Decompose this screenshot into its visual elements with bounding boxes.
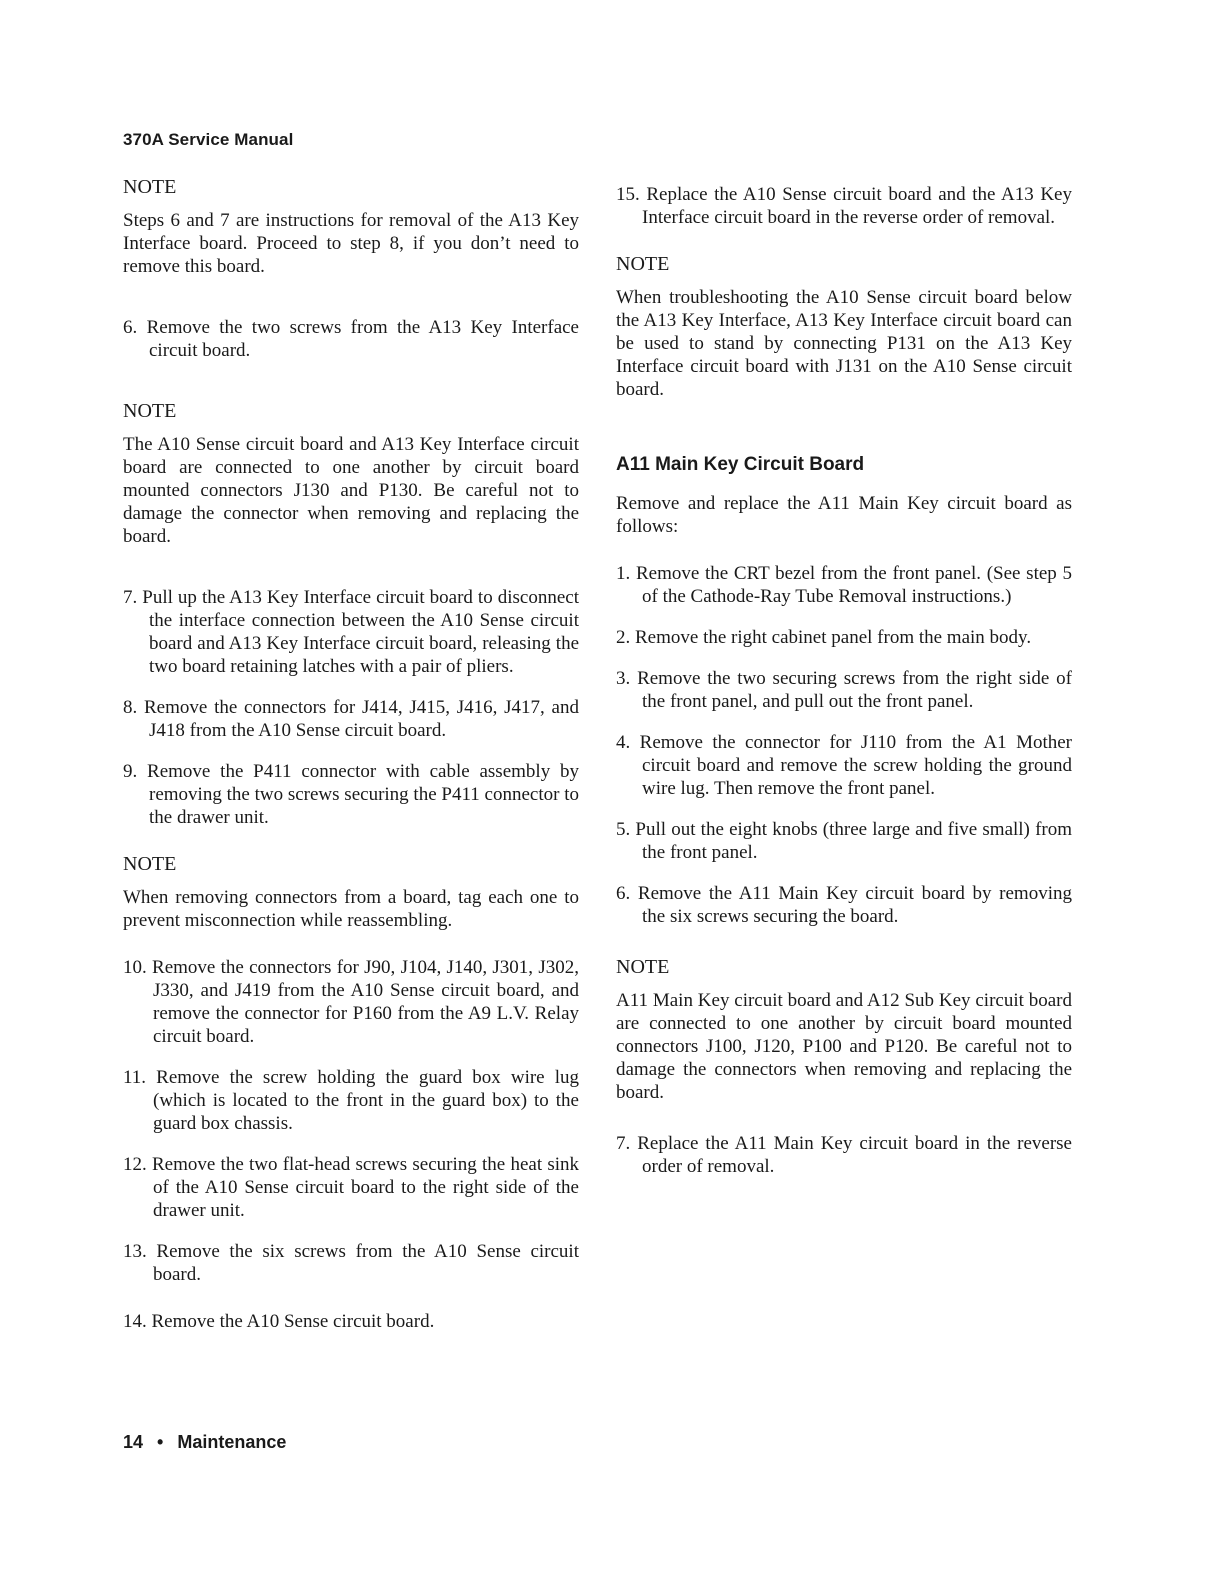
note-label: NOTE — [616, 253, 670, 275]
page-footer — [123, 1432, 286, 1453]
step-1: 1. Remove the CRT bezel from the front panel. (See step 5 of the Cathode-Ray Tube Removal instructions.) — [616, 563, 1072, 607]
step-4: 4. Remove the connector for J110 from the A1 Mother circuit board and remove the screw holding the ground wire lug. Then remove the front panel. — [616, 732, 1072, 799]
page-header: 370A Service Manual — [123, 130, 294, 149]
step-8: 8. Remove the connectors for J414, J415, J416, J417, and J418 from the A10 Sense circuit board. — [123, 697, 579, 741]
step-14: 14. Remove the A10 Sense circuit board. — [123, 1311, 435, 1332]
step-10: 10. Remove the connectors for J90, J104, J140, J301, J302, J330, and J419 from the A10 Sense circuit board, and remove the connector for P160 from the A9 L.V. Relay circuit board. — [123, 957, 579, 1047]
note-label: NOTE — [123, 400, 177, 422]
step-2: 2. Remove the right cabinet panel from the main body. — [616, 627, 1032, 648]
step-7: 7. Replace the A11 Main Key circuit board in the reverse order of removal. — [616, 1133, 1072, 1177]
note-label: NOTE — [616, 956, 670, 978]
step-3: 3. Remove the two securing screws from the right side of the front panel, and pull out the front panel. — [616, 668, 1072, 712]
step-6: 6. Remove the A11 Main Key circuit board by removing the six screws securing the board. — [616, 883, 1072, 927]
step-6: 6. Remove the two screws from the A13 Key Interface circuit board. — [123, 317, 579, 361]
step-12: 12. Remove the two flat-head screws securing the heat sink of the A10 Sense circuit board to the right side of the drawer unit. — [123, 1154, 579, 1221]
footer-bullet: • — [157, 1432, 164, 1452]
section-heading: A11 Main Key Circuit Board — [616, 454, 865, 475]
note-text: When troubleshooting the A10 Sense circuit board below the A13 Key Interface, A13 Key Interface circuit board can be used to stand by connecting P131 on the A13 Key Interface circuit board with J131 on the A10 Sense circuit board. — [616, 287, 1072, 400]
step-15: 15. Replace the A10 Sense circuit board and the A13 Key Interface circuit board in the reverse order of removal. — [616, 184, 1072, 228]
step-5: 5. Pull out the eight knobs (three large and five small) from the front panel. — [616, 819, 1072, 863]
step-9: 9. Remove the P411 connector with cable assembly by removing the two screws securing the P411 connector to the drawer unit. — [123, 761, 579, 828]
step-11: 11. Remove the screw holding the guard box wire lug (which is located to the front in the guard box) to the guard box chassis. — [123, 1067, 579, 1134]
note-label: NOTE — [123, 853, 177, 875]
note-label: NOTE — [123, 176, 177, 198]
right-column — [616, 183, 1072, 1178]
note-text: When removing connectors from a board, tag each one to prevent misconnection while reassembling. — [123, 887, 579, 931]
step-7: 7. Pull up the A13 Key Interface circuit board to disconnect the interface connection between the A10 Sense circuit board and A13 Key Interface circuit board, releasing the two board retaining latches with a pair of pliers. — [123, 587, 579, 677]
step-13: 13. Remove the six screws from the A10 Sense circuit board. — [123, 1241, 579, 1285]
page-number: 14 — [123, 1432, 144, 1452]
section-intro: Remove and replace the A11 Main Key circuit board as follows: — [616, 493, 1072, 537]
note-text: The A10 Sense circuit board and A13 Key Interface circuit board are connected to one another by circuit board mounted connectors J130 and P130. Be careful not to damage the connector when removing and replacing the board. — [123, 434, 579, 547]
left-column — [123, 176, 579, 1333]
section-name: Maintenance — [177, 1432, 287, 1452]
note-text: Steps 6 and 7 are instructions for removal of the A13 Key Interface board. Proceed to step 8, if you don’t need to remove this board. — [123, 210, 579, 277]
note-text: A11 Main Key circuit board and A12 Sub Key circuit board are connected to one another by circuit board mounted connectors J100, J120, P100 and P120. Be careful not to damage the connectors when removing and replacing the board. — [616, 990, 1072, 1103]
